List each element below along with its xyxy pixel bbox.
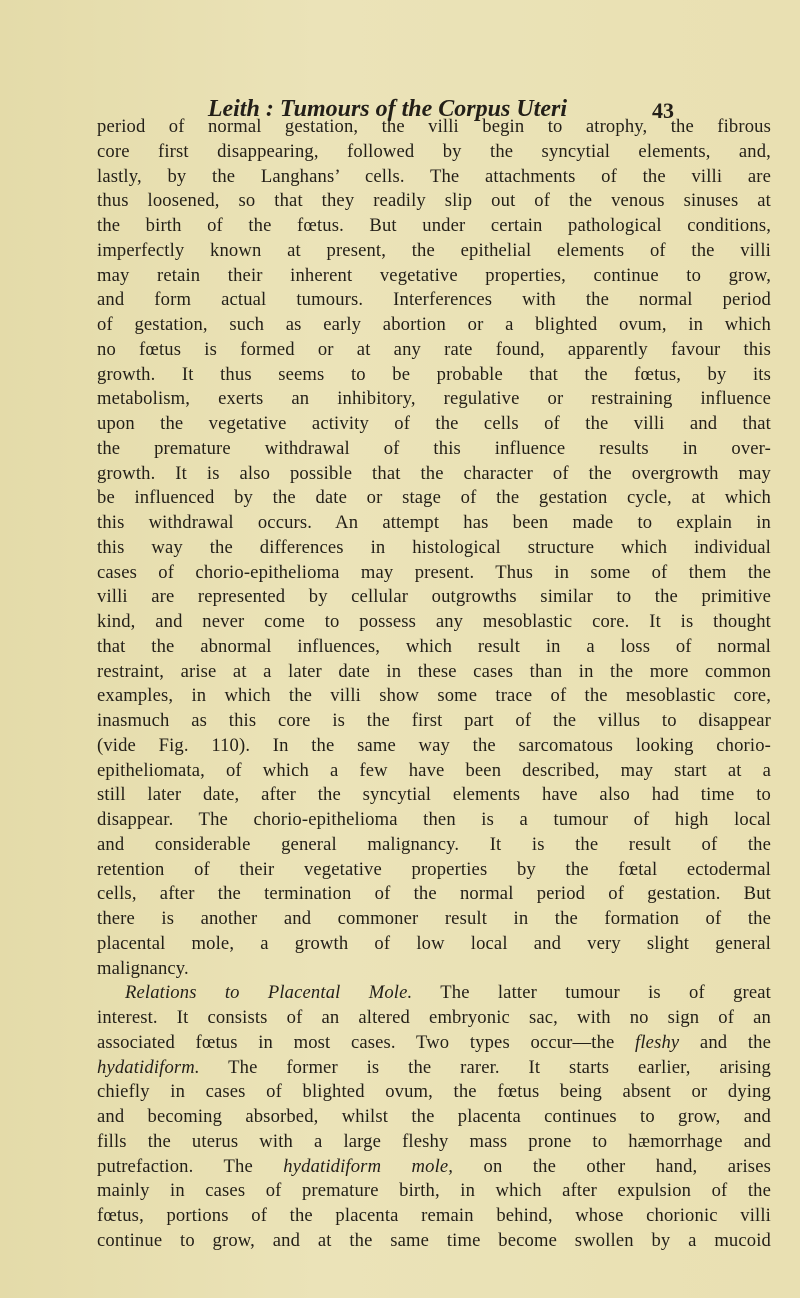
text-line <box>97 536 771 561</box>
text-segment: examples, in which the villi show some trace of the mesoblastic core, <box>97 685 771 707</box>
text-line <box>97 759 771 784</box>
text-segment: putrefaction. The <box>97 1155 284 1177</box>
text-segment: malignancy. <box>97 957 189 979</box>
text-line <box>97 462 771 487</box>
text-line <box>97 338 771 363</box>
text-line <box>97 932 771 957</box>
text-segment: there is another and commoner result in the formation of the <box>97 908 771 929</box>
text-segment: mainly in cases of premature birth, in which after expulsion of the <box>97 1180 771 1202</box>
text-line <box>97 734 771 759</box>
text-segment: the birth of the fœtus. But under certain pathological conditions, <box>97 215 771 236</box>
text-line <box>97 189 771 214</box>
italic-text: hydatidiform. <box>97 1056 200 1078</box>
text-segment: retention of their vegetative properties by the fœtal ectodermal <box>97 858 771 880</box>
text-segment: period of normal gestation, the villi begin to atrophy, the fibrous <box>97 116 771 137</box>
text-line <box>97 561 771 586</box>
italic-text: fleshy <box>635 1031 680 1053</box>
text-line <box>97 660 771 685</box>
text-segment: cells, after the termination of the normal period of gestation. But <box>97 883 771 905</box>
text-line <box>97 511 771 536</box>
text-line <box>97 1056 771 1081</box>
text-line <box>97 610 771 635</box>
text-segment: interest. It consists of an altered embryonic sac, with no sign of an <box>97 1007 771 1028</box>
text-segment: placental mole, a growth of low local and very slight general <box>97 932 771 954</box>
text-segment: kind, and never come to possess any mesoblastic core. It is thought <box>97 611 771 632</box>
text-segment: growth. It is also possible that the character of the overgrowth may <box>97 462 771 484</box>
text-line <box>97 709 771 734</box>
text-segment: growth. It thus seems to be probable that the fœtus, by its <box>97 363 771 385</box>
text-segment: still later date, after the syncytial elements have also had time to <box>97 784 771 806</box>
text-line <box>97 1130 771 1155</box>
text-line <box>97 1155 771 1180</box>
running-title-author: Leith : <box>207 96 274 122</box>
text-line <box>97 833 771 858</box>
text-line <box>97 783 771 808</box>
text-segment: on the other hand, arises <box>453 1155 771 1177</box>
text-segment: The former is the rarer. It starts earlier, arising <box>199 1056 771 1078</box>
text-segment: villi are represented by cellular outgrowths similar to the primitive <box>97 586 771 608</box>
text-line <box>97 214 771 239</box>
text-line <box>97 140 771 165</box>
text-segment: that the abnormal influences, which result in a loss of normal <box>97 635 771 657</box>
text-segment: The latter tumour is of great <box>412 982 771 1004</box>
text-segment: this way the differences in histological structure which individual <box>97 536 771 558</box>
text-line <box>97 585 771 610</box>
italic-text: Relations to Placental Mole. <box>125 982 413 1004</box>
text-line <box>97 486 771 511</box>
text-segment: disappear. The chorio-epithelioma then is a tumour of high local <box>97 809 771 830</box>
text-segment: and form actual tumours. Interferences with the normal period <box>97 289 771 311</box>
text-line <box>97 808 771 833</box>
body-text <box>97 115 771 1254</box>
text-line <box>97 1031 771 1056</box>
text-segment: and becoming absorbed, whilst the placenta continues to grow, and <box>97 1106 771 1127</box>
text-line <box>97 957 771 982</box>
text-segment: fœtus, portions of the placenta remain behind, whose chorionic villi <box>97 1205 771 1226</box>
text-segment: associated fœtus in most cases. Two types occur—the <box>97 1031 636 1053</box>
text-segment: continue to grow, and at the same time become swollen by a mucoid <box>97 1229 771 1251</box>
text-line <box>97 635 771 660</box>
text-segment: thus loosened, so that they readily slip out of the venous sinuses at <box>97 190 771 212</box>
text-segment: core first disappearing, followed by the syncytial elements, and, <box>97 140 771 162</box>
text-line <box>97 1229 771 1254</box>
text-segment: restraint, arise at a later date in these cases than in the more common <box>97 660 771 682</box>
text-line <box>97 437 771 462</box>
text-line <box>97 387 771 412</box>
text-segment: and the <box>679 1031 771 1053</box>
running-title-text: Tumours of the Corpus Uteri <box>279 96 567 122</box>
text-line <box>97 1080 771 1105</box>
text-segment: (vide Fig. 110). In the same way the sarcomatous looking chorio- <box>97 734 771 756</box>
text-line <box>97 858 771 883</box>
text-segment: chiefly in cases of blighted ovum, the fœtus being absent or dying <box>97 1081 771 1103</box>
text-line <box>97 239 771 264</box>
text-segment: upon the vegetative activity of the cells of the villi and that <box>97 413 771 434</box>
text-segment: may retain their inherent vegetative properties, continue to grow, <box>97 264 771 286</box>
text-line <box>97 165 771 190</box>
text-segment: imperfectly known at present, the epithelial elements of the villi <box>97 239 771 261</box>
text-line <box>97 412 771 437</box>
text-line <box>97 288 771 313</box>
page-number: 43 <box>652 98 674 123</box>
text-line <box>97 907 771 932</box>
text-segment: this withdrawal occurs. An attempt has been made to explain in <box>97 512 771 533</box>
text-line <box>97 115 771 140</box>
text-segment: and considerable general malignancy. It is the result of the <box>97 833 771 855</box>
text-segment: inasmuch as this core is the first part of the villus to disappear <box>97 710 771 731</box>
text-line <box>97 313 771 338</box>
text-line <box>97 1006 771 1031</box>
text-segment: the premature withdrawal of this influence results in over- <box>97 437 771 459</box>
text-segment: epitheliomata, of which a few have been described, may start at a <box>97 759 771 781</box>
text-segment: of gestation, such as early abortion or a blighted ovum, in which <box>97 314 771 335</box>
text-line <box>97 684 771 709</box>
text-line <box>97 981 771 1006</box>
text-line <box>97 882 771 907</box>
text-segment: metabolism, exerts an inhibitory, regulative or restraining influence <box>97 388 771 410</box>
text-line <box>97 363 771 388</box>
text-segment: no fœtus is formed or at any rate found, apparently favour this <box>97 338 771 360</box>
text-segment: be influenced by the date or stage of the gestation cycle, at which <box>97 487 771 509</box>
text-line <box>97 264 771 289</box>
text-segment: fills the uterus with a large fleshy mass prone to hæmorrhage and <box>97 1130 771 1152</box>
text-segment: lastly, by the Langhans’ cells. The attachments of the villi are <box>97 165 771 187</box>
italic-text: hydatidiform mole, <box>283 1155 454 1177</box>
text-line <box>97 1179 771 1204</box>
text-line <box>97 1105 771 1130</box>
text-segment: cases of chorio-epithelioma may present. Thus in some of them the <box>97 561 771 583</box>
text-line <box>97 1204 771 1229</box>
